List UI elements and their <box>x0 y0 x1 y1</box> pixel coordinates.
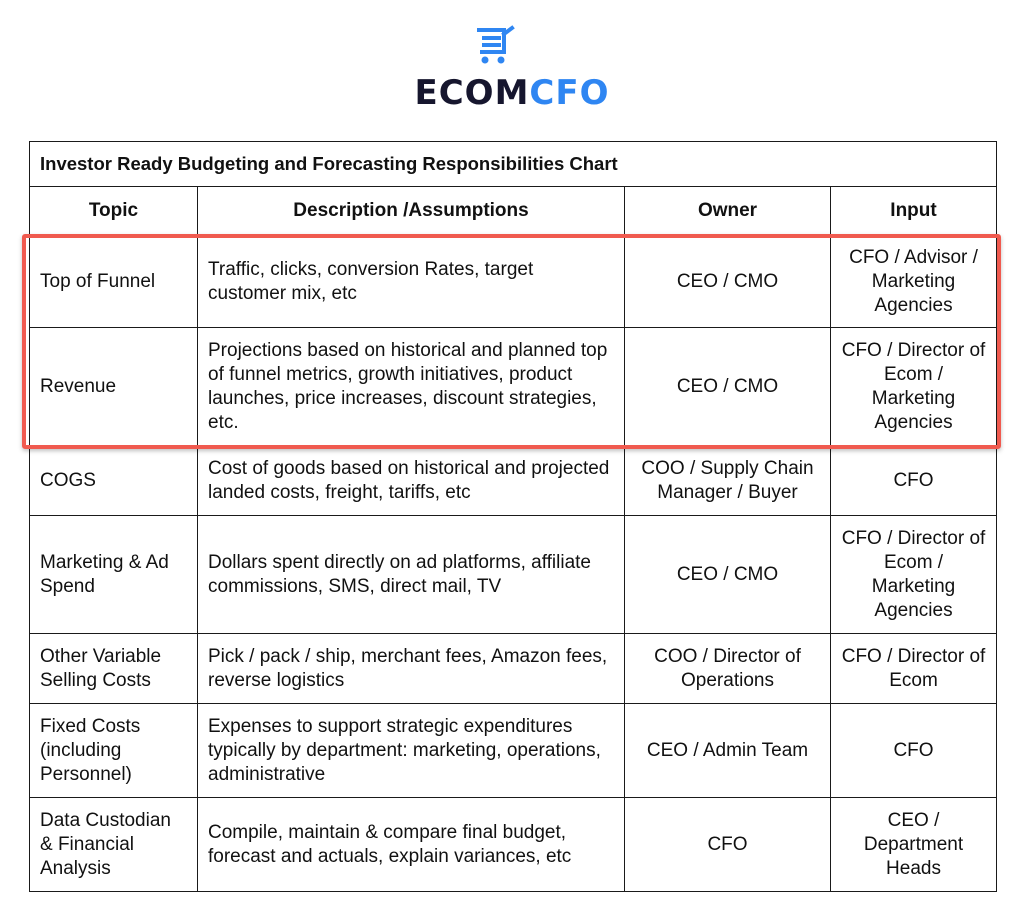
cell-description: Cost of goods based on historical and projected landed costs, freight, tariffs, etc <box>198 446 625 516</box>
cell-owner: CEO / CMO <box>625 516 831 634</box>
cell-input: CFO <box>831 446 997 516</box>
table-row <box>30 328 997 446</box>
cell-owner: CEO / Admin Team <box>625 704 831 798</box>
cell-topic: Marketing & Ad Spend <box>30 516 198 634</box>
cell-owner: COO / Supply Chain Manager / Buyer <box>625 446 831 516</box>
brand-name-cfo: CFO <box>529 73 610 113</box>
header-topic: Topic <box>30 187 198 236</box>
brand-logo <box>0 0 1024 130</box>
cell-topic: Revenue <box>30 328 198 446</box>
table-row <box>30 798 997 892</box>
cell-description: Projections based on historical and planned top of funnel metrics, growth initiatives, product launches, price increases, discount strategies, etc. <box>198 328 625 446</box>
table-title: Investor Ready Budgeting and Forecasting Responsibilities Chart <box>30 142 997 187</box>
cell-description: Expenses to support strategic expenditures typically by department: marketing, operations, administrative <box>198 704 625 798</box>
cell-description: Pick / pack / ship, merchant fees, Amazon fees, reverse logistics <box>198 634 625 704</box>
cell-topic: Top of Funnel <box>30 236 198 328</box>
cell-input: CFO / Director of Ecom <box>831 634 997 704</box>
responsibilities-table <box>29 141 997 892</box>
cell-input: CFO / Director of Ecom / Marketing Agencies <box>831 516 997 634</box>
cell-topic: Other Variable Selling Costs <box>30 634 198 704</box>
cell-topic: COGS <box>30 446 198 516</box>
table-title-row <box>30 142 997 187</box>
cell-owner: CFO <box>625 798 831 892</box>
cell-description: Traffic, clicks, conversion Rates, target customer mix, etc <box>198 236 625 328</box>
cell-input: CFO / Advisor / Marketing Agencies <box>831 236 997 328</box>
cell-input: CFO <box>831 704 997 798</box>
brand-name <box>0 70 1024 116</box>
cell-owner: CEO / CMO <box>625 236 831 328</box>
brand-name-ecom: ECOM <box>414 73 530 113</box>
cell-description: Compile, maintain & compare final budget, forecast and actuals, explain variances, etc <box>198 798 625 892</box>
cell-owner: COO / Director of Operations <box>625 634 831 704</box>
cell-topic: Data Custodian & Financial Analysis <box>30 798 198 892</box>
cell-input: CEO / Department Heads <box>831 798 997 892</box>
table-row <box>30 236 997 328</box>
table-row <box>30 704 997 798</box>
cell-owner: CEO / CMO <box>625 328 831 446</box>
table-row <box>30 634 997 704</box>
table-row <box>30 516 997 634</box>
cell-input: CFO / Director of Ecom / Marketing Agencies <box>831 328 997 446</box>
header-description: Description /Assumptions <box>198 187 625 236</box>
table-header-row <box>30 187 997 236</box>
cell-topic: Fixed Costs (including Personnel) <box>30 704 198 798</box>
cell-description: Dollars spent directly on ad platforms, affiliate commissions, SMS, direct mail, TV <box>198 516 625 634</box>
header-input: Input <box>831 187 997 236</box>
shopping-cart-icon <box>474 24 518 68</box>
header-owner: Owner <box>625 187 831 236</box>
table-row <box>30 446 997 516</box>
